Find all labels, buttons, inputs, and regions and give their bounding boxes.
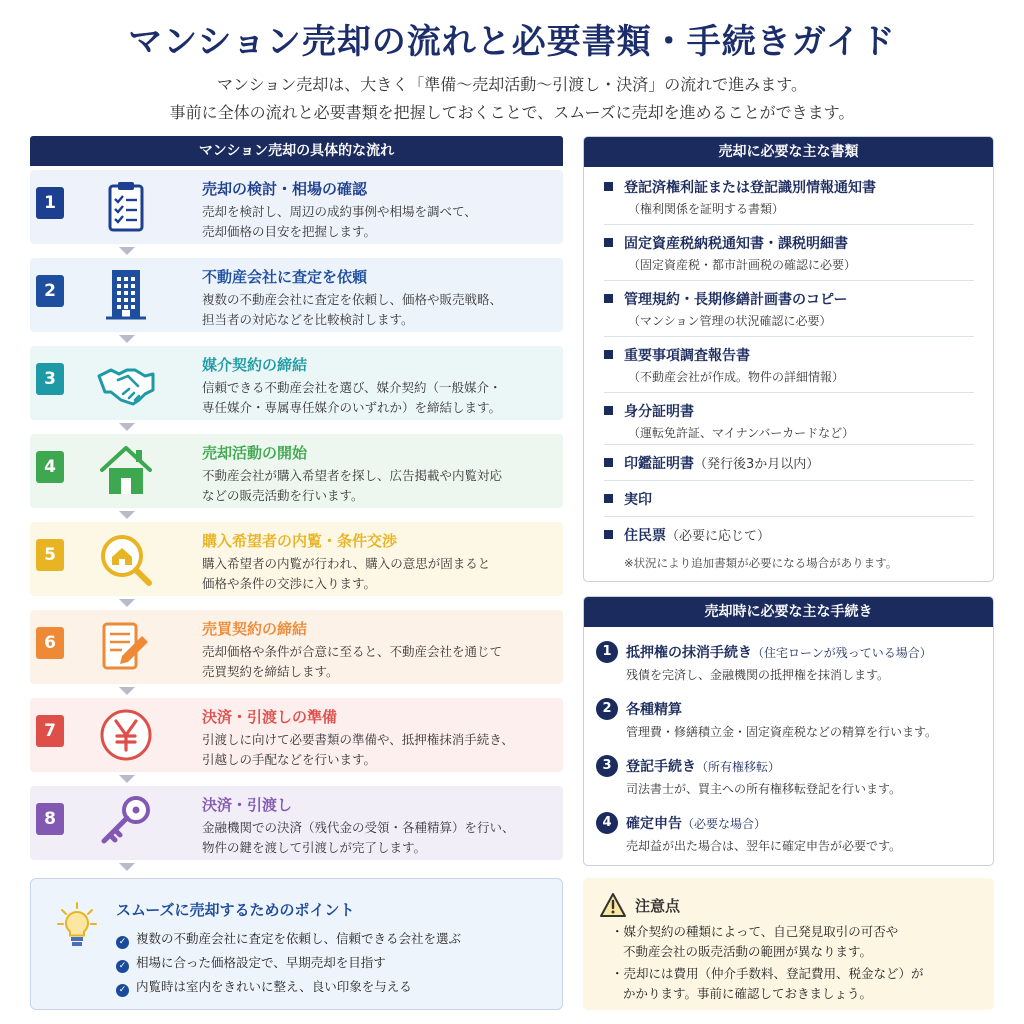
flow-heading: マンション売却の具体的な流れ xyxy=(30,136,563,166)
flow-step xyxy=(30,346,563,420)
document-title: 固定資産税納税通知書・課税明細書 xyxy=(624,236,848,252)
square-bullet-icon xyxy=(604,182,613,191)
step-number-badge: 2 xyxy=(36,275,64,307)
step-description: 信頼できる不動産会社を選び、媒介契約（一般媒介・ 専任媒介・専属専任媒介のいずれか）を締結します。 xyxy=(202,380,502,415)
step-description: 購入希望者の内覧が行われ、購入の意思が固まると 価格や条件の交渉に入ります。 xyxy=(202,556,491,591)
warning-icon xyxy=(599,892,627,918)
procedure-description: 司法書士が、買主への所有権移転登記を行います。 xyxy=(626,782,902,796)
divider xyxy=(604,224,974,225)
document-subtext: （マンション管理の状況確認に必要） xyxy=(628,314,832,328)
flow-step xyxy=(30,698,563,772)
step-description: 売却価格や条件が合意に至ると、不動産会社を通じて 売買契約を締結します。 xyxy=(202,644,503,679)
building-icon xyxy=(96,266,156,324)
square-bullet-icon xyxy=(604,406,613,415)
documents-footnote: ※状況により追加書類が必要になる場合があります。 xyxy=(624,556,898,570)
document-title: 重要事項調査報告書 xyxy=(624,348,750,364)
divider xyxy=(604,444,974,445)
square-bullet-icon xyxy=(604,494,613,503)
flow-arrow-icon xyxy=(119,863,135,871)
caution-title: 注意点 xyxy=(635,897,681,915)
document-item xyxy=(604,345,974,385)
document-item xyxy=(604,233,974,273)
procedure-description: 管理費・修繕積立金・固定資産税などの精算を行います。 xyxy=(626,725,938,739)
step-number-badge: 1 xyxy=(36,187,64,219)
step-title: 決済・引渡し xyxy=(202,796,293,814)
step-number-badge: 8 xyxy=(36,803,64,835)
document-subtext: （不動産会社が作成。物件の詳細情報） xyxy=(628,370,845,384)
document-item xyxy=(604,489,974,509)
square-bullet-icon xyxy=(604,238,613,247)
step-title: 売却の検討・相場の確認 xyxy=(202,180,368,198)
step-description: 引渡しに向けて必要書類の準備や、抵押権抹消手続き、 引越しの手配などを行います。 xyxy=(202,732,514,767)
flow-step xyxy=(30,522,563,596)
handshake-icon xyxy=(96,354,156,412)
square-bullet-icon xyxy=(604,530,613,539)
step-description: 金融機関での決済（残代金の受領・各種精算）を行い、 物件の鍵を渡して引渡しが完了します。 xyxy=(202,820,515,855)
yen-icon xyxy=(96,706,156,764)
step-description: 複数の不動産会社に査定を依頼し、価格や販売戦略、 担当者の対応などを比較検討します。 xyxy=(202,292,503,327)
procedure-title: 各種精算 xyxy=(626,702,682,718)
document-subtext: （固定資産税・都市計画税の確認に必要） xyxy=(628,258,857,272)
divider xyxy=(604,392,974,393)
step-title: 購入希望者の内覧・条件交渉 xyxy=(202,532,398,550)
step-number-badge: 6 xyxy=(36,627,64,659)
document-item xyxy=(604,177,974,217)
documents-box xyxy=(583,136,994,582)
page-subtitle-1: マンション売却は、大きく「準備〜売却活動〜引渡し・決済」の流れで進みます。 xyxy=(216,75,807,94)
procedure-description: 残債を完済し、金融機関の抵押権を抹消します。 xyxy=(626,668,890,682)
step-description: 不動産会社が購入希望者を探し、広告掲載や内覧対応 などの販売活動を行います。 xyxy=(202,468,503,503)
document-title: 実印 xyxy=(624,492,652,508)
flow-arrow-icon xyxy=(119,423,135,431)
step-number-badge: 3 xyxy=(36,363,64,395)
step-title: 媒介契約の締結 xyxy=(202,356,308,374)
document-item xyxy=(604,401,974,441)
tips-box xyxy=(30,878,563,1010)
procedure-note: （必要な場合） xyxy=(682,817,767,831)
caution-item: ・売却には費用（仲介手数料、登記費用、税金など）が かかります。事前に確認しておきましょう。 xyxy=(611,966,924,1001)
square-bullet-icon xyxy=(604,350,613,359)
flow-step xyxy=(30,258,563,332)
procedures-heading: 売却時に必要な主な手続き xyxy=(584,597,993,627)
document-title: 管理規約・長期修繕計画書のコピー xyxy=(624,292,848,308)
step-title: 売却活動の開始 xyxy=(202,444,308,462)
tips-title: スムーズに売却するためのポイント xyxy=(116,901,355,919)
document-title: 身分証明書 xyxy=(624,404,694,420)
key-icon xyxy=(96,794,156,852)
step-title: 決済・引渡しの準備 xyxy=(202,708,338,726)
tip-item: ✓ 内覧時は室内をきれいに整え、良い印象を与える xyxy=(116,977,412,997)
caution-box xyxy=(583,878,994,1010)
flow-step xyxy=(30,170,563,244)
flow-arrow-icon xyxy=(119,511,135,519)
tip-item: ✓ 相場に合った価格設定で、早期売却を目指す xyxy=(116,953,386,973)
flow-arrow-icon xyxy=(119,335,135,343)
magnifier-house-icon xyxy=(96,530,156,588)
document-item xyxy=(604,289,974,329)
procedure-note: （所有権移転） xyxy=(696,760,781,774)
house-icon xyxy=(96,442,156,500)
procedure-number-badge: 3 xyxy=(596,755,618,777)
step-description: 売却を検討し、周辺の成約事例や相場を調べて、 売却価格の目安を把握します。 xyxy=(202,204,477,239)
divider xyxy=(604,336,974,337)
square-bullet-icon xyxy=(604,458,613,467)
flow-arrow-icon xyxy=(119,247,135,255)
document-subtext: （運転免許証、マイナンバーカードなど） xyxy=(628,426,855,440)
procedure-note: （住宅ローンが残っている場合） xyxy=(752,646,932,660)
check-icon: ✓ xyxy=(116,936,129,949)
flow-step xyxy=(30,786,563,860)
procedure-title: 確定申告（必要な場合） xyxy=(626,816,767,832)
procedure-title: 登記手続き（所有権移転） xyxy=(626,759,781,775)
square-bullet-icon xyxy=(604,294,613,303)
check-icon: ✓ xyxy=(116,984,129,997)
tip-item: ✓ 複数の不動産会社に査定を依頼し、信頼できる会社を選ぶ xyxy=(116,929,461,949)
document-title: 住民票 xyxy=(624,528,666,544)
step-title: 不動産会社に査定を依頼 xyxy=(202,268,368,286)
document-title: 印鑑証明書 xyxy=(624,456,694,472)
document-item xyxy=(604,525,974,545)
checklist-icon xyxy=(96,178,156,236)
flow-section xyxy=(30,136,563,166)
procedure-number-badge: 2 xyxy=(596,698,618,720)
procedure-description: 売却益が出た場合は、翌年に確定申告が必要です。 xyxy=(626,839,902,853)
document-note: （必要に応じて） xyxy=(666,529,771,544)
lightbulb-icon xyxy=(57,901,97,951)
flow-arrow-icon xyxy=(119,599,135,607)
divider xyxy=(604,480,974,481)
caution-item: ・媒介契約の種類によって、自己発見取引の可否や 不動産会社の販売活動の範囲が異なります。 xyxy=(611,924,899,959)
procedure-title: 抵押権の抹消手続き（住宅ローンが残っている場合） xyxy=(626,645,932,661)
divider xyxy=(604,280,974,281)
check-icon: ✓ xyxy=(116,960,129,973)
document-title: 登記済権利証または登記識別情報通知書 xyxy=(624,180,876,196)
contract-pen-icon xyxy=(96,618,156,676)
step-number-badge: 4 xyxy=(36,451,64,483)
document-note: （発行後3か月以内） xyxy=(694,457,820,472)
documents-heading: 売却に必要な主な書類 xyxy=(584,137,993,167)
page-title: マンション売却の流れと必要書類・手続きガイド xyxy=(128,22,896,62)
step-number-badge: 7 xyxy=(36,715,64,747)
flow-arrow-icon xyxy=(119,775,135,783)
page-subtitle-2: 事前に全体の流れと必要書類を把握しておくことで、スムーズに売却を進めることができます。 xyxy=(169,103,855,122)
flow-step xyxy=(30,434,563,508)
step-number-badge: 5 xyxy=(36,539,64,571)
divider xyxy=(604,516,974,517)
flow-step xyxy=(30,610,563,684)
flow-arrow-icon xyxy=(119,687,135,695)
document-subtext: （権利関係を証明する書類） xyxy=(628,202,785,216)
procedure-number-badge: 4 xyxy=(596,812,618,834)
document-item xyxy=(604,453,974,473)
procedures-box xyxy=(583,596,994,866)
procedure-number-badge: 1 xyxy=(596,641,618,663)
step-title: 売買契約の締結 xyxy=(202,620,308,638)
